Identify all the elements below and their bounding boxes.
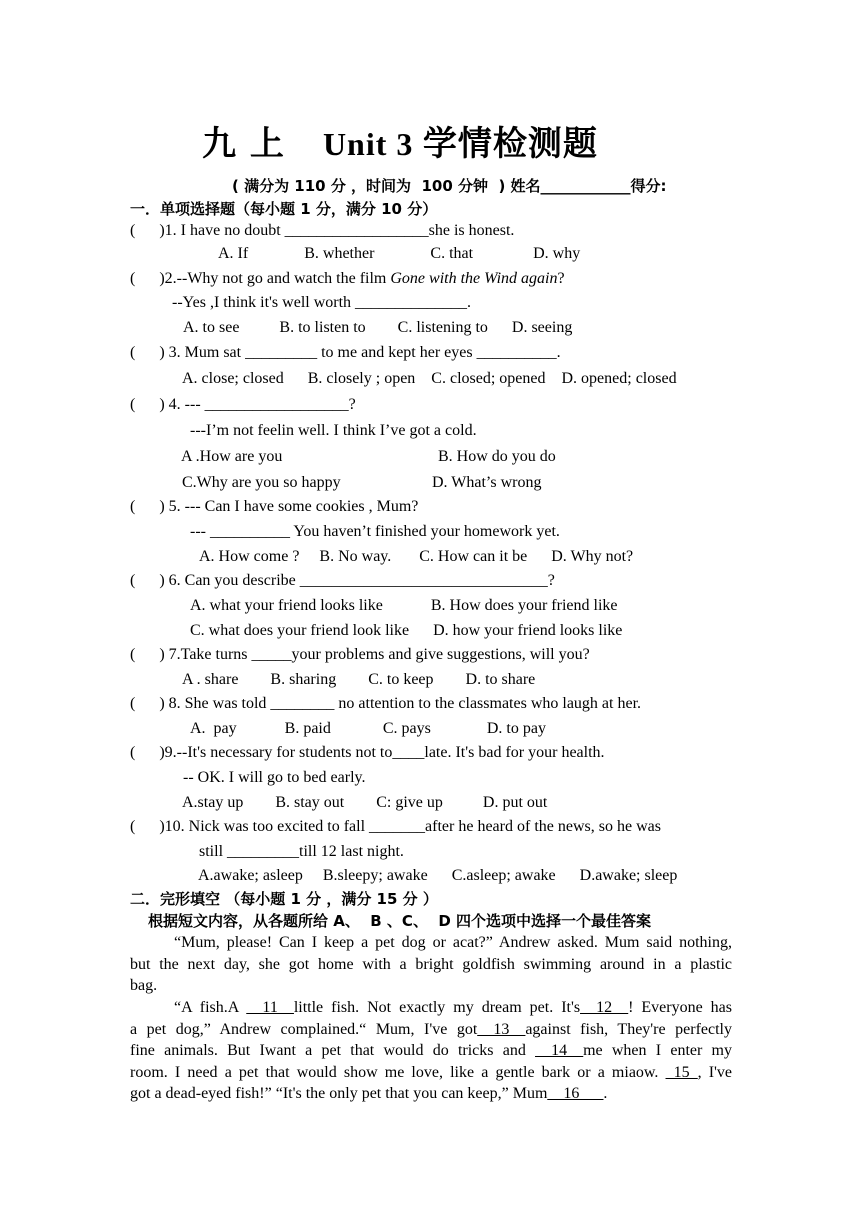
para2-line-1: “A fish.A __11__little fish. Not exactly my dream pet. It's__12__! Everyone has <box>174 999 733 1016</box>
q7-stem: ( ) 7.Take turns _____your problems and give suggestions, will you? <box>130 646 590 663</box>
para2-line-4: room. I need a pet that would show me love, like a gentle bark or a miaow. _15_, I've <box>130 1063 733 1081</box>
q6-options-ab: A. what your friend looks like B. How does your friend like <box>190 597 618 614</box>
q9-response: -- OK. I will go to bed early. <box>183 769 366 786</box>
q10-stem: ( )10. Nick was too excited to fall _______after he heard of the news, so he was <box>130 818 661 835</box>
para2-line-5: got a dead-eyed fish!” “It's the only pet that you can keep,” Mum__16___. <box>130 1085 608 1102</box>
passage-paragraph-1 <box>130 932 732 997</box>
para1-line-2: but the next day, she got home with a bright goldfish swimming around in a plastic <box>130 955 732 973</box>
q2-stem-text: ( )2.--Why not go and watch the film <box>130 270 391 287</box>
info-line: ( 满分为 110 分 ，时间为 100 分钟 ) 姓名____________得分: <box>232 177 667 195</box>
blank-12: __12__ <box>580 999 629 1016</box>
blank-14: __14__ <box>535 1042 584 1059</box>
section2-instruction: 根据短文内容，从各题所给 A、 B 、C、 D 四个选项中选择一个最佳答案 <box>148 912 652 930</box>
blank-13: __13__ <box>477 1020 526 1038</box>
q2-options: A. to see B. to listen to C. listening to D. seeing <box>183 319 573 336</box>
q5-stem: ( ) 5. --- Can I have some cookies , Mum? <box>130 498 419 515</box>
passage-paragraph-2 <box>130 997 732 1105</box>
blank-16: __16___ <box>547 1085 604 1102</box>
q1-options: A. If B. whether C. that D. why <box>218 245 581 262</box>
page-title <box>0 116 800 165</box>
q3-stem: ( ) 3. Mum sat _________ to me and kept her eyes __________. <box>130 344 561 361</box>
para1-line-1: “Mum, please! Can I keep a pet dog or acat?” Andrew asked. Mum said nothing, <box>174 934 732 951</box>
para1-line-3: bag. <box>130 977 158 994</box>
q10-options: A.awake; asleep B.sleepy; awake C.asleep; awake D.awake; sleep <box>198 867 678 884</box>
para2-line-2: a pet dog,” Andrew complained.“ Mum, I've got__13__against fish, They're perfectly <box>130 1020 733 1038</box>
title-grade: 九 上 <box>202 124 285 164</box>
q2-response: --Yes ,I think it's well worth ______________. <box>172 294 472 311</box>
section2-heading: 二．完形填空 （每小题 1 分 ，满分 15 分 ） <box>130 890 438 908</box>
q8-options: A. pay B. paid C. pays D. to pay <box>190 720 546 737</box>
q2-film-title: Gone with the Wind again <box>390 270 558 287</box>
q6-stem: ( ) 6. Can you describe _______________________________? <box>130 572 555 589</box>
q3-options: A. close; closed B. closely ; open C. closed; opened D. opened; closed <box>182 370 677 387</box>
q4-stem: ( ) 4. --- __________________? <box>130 396 356 413</box>
q2-stem-end: ? <box>557 270 565 287</box>
q5-options: A. How come ? B. No way. C. How can it be D. Why not? <box>199 548 634 565</box>
q10-stem-cont: still _________till 12 last night. <box>199 843 404 860</box>
q5-response: --- __________ You haven’t finished your homework yet. <box>190 523 560 540</box>
q4-response: ---I’m not feelin well. I think I’ve got a cold. <box>190 422 477 439</box>
blank-11: __11__ <box>246 999 294 1016</box>
q4-option-d: D. What’s wrong <box>432 474 542 491</box>
q2-stem <box>130 269 565 289</box>
q7-options: A . share B. sharing C. to keep D. to share <box>182 671 536 688</box>
q9-options: A.stay up B. stay out C: give up D. put out <box>182 794 548 811</box>
title-subject: 学情检测题 <box>422 124 598 164</box>
q4-option-a: A .How are you <box>181 448 283 465</box>
q8-stem: ( ) 8. She was told ________ no attention to the classmates who laugh at her. <box>130 695 642 712</box>
para2-line-3: fine animals. But Iwant a pet that would do tricks and __14__me when I enter my <box>130 1042 732 1059</box>
section1-heading: 一．单项选择题（每小题 1 分，满分 10 分） <box>130 200 438 218</box>
q9-stem: ( )9.--It's necessary for students not to____late. It's bad for your health. <box>130 744 605 761</box>
q6-options-cd: C. what does your friend look like D. how your friend looks like <box>190 622 623 639</box>
q4-option-c: C.Why are you so happy <box>182 474 341 491</box>
q4-option-b: B. How do you do <box>438 448 556 465</box>
q1-stem: ( )1. I have no doubt __________________she is honest. <box>130 222 515 239</box>
blank-15: _15_ <box>665 1063 698 1081</box>
title-unit: Unit 3 <box>322 126 414 162</box>
